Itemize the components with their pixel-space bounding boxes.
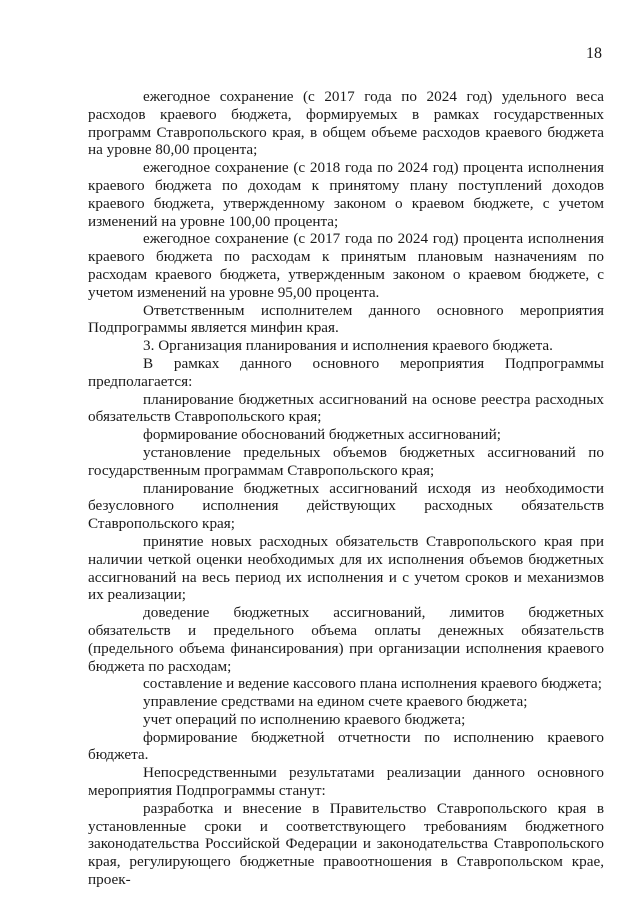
page-number: 18 <box>586 45 602 62</box>
section-heading: 3. Организация планирования и исполнения краевого бюджета. <box>143 337 553 355</box>
list-item: формирование обоснований бюджетных ассигнований; <box>143 426 501 444</box>
paragraph: разработка и внесение в Правительство Ставропольского края в установленные сроки и соответствующего требованиям бюджетного законодательства Российской Федерации и законодательства Ставропольского края, регулирующего бюджетные правоотношения в Ставропольском крае, проек- <box>88 799 604 889</box>
paragraph: В рамках данного основного мероприятия Подпрограммы предполагается: <box>88 354 604 390</box>
paragraph: Ответственным исполнителем данного основного мероприятия Подпрограммы является минфин края. <box>88 301 604 337</box>
paragraph: ежегодное сохранение (с 2018 года по 2024 год) процента исполнения краевого бюджета по доходам к принятому плану поступлений доходов краевого бюджета, утвержденному законом о краевом бюджете, с учетом изменений на уровне 100,00 процента; <box>88 159 604 230</box>
list-item: учет операций по исполнению краевого бюджета; <box>143 710 466 728</box>
document-body <box>88 88 604 889</box>
list-item: управление средствами на едином счете краевого бюджета; <box>143 693 528 711</box>
paragraph: ежегодное сохранение (с 2017 года по 2024 год) удельного веса расходов краевого бюджета, формируемых в рамках государственных программ Ставропольского края, в общем объеме расходов краевого бюджета на уровне 80,00 процента; <box>88 88 604 159</box>
list-item: составление и ведение кассового плана исполнения краевого бюджета; <box>143 675 602 693</box>
list-item: формирование бюджетной отчетности по исполнению краевого бюджета. <box>88 728 604 764</box>
list-item: принятие новых расходных обязательств Ставропольского края при наличии четкой оценки необходимых для их исполнения объемов бюджетных ассигнований на весь период их исполнения и с учетом сроков и механизмов их реализации; <box>88 532 604 604</box>
list-item: планирование бюджетных ассигнований на основе реестра расходных обязательств Ставропольского края; <box>88 390 604 426</box>
list-item: доведение бюджетных ассигнований, лимитов бюджетных обязательств и предельного объема оплаты денежных обязательств (предельного объема финансирования) при организации исполнения краевого бюджета по расходам; <box>88 604 604 675</box>
paragraph: ежегодное сохранение (с 2017 года по 2024 год) процента исполнения краевого бюджета по расходам к принятым плановым назначениям по расходам краевого бюджета, утвержденным законом о краевом бюджете, с учетом изменений на уровне 95,00 процента. <box>88 230 604 301</box>
list-item: установление предельных объемов бюджетных ассигнований по государственным программам Ставропольского края; <box>88 443 604 479</box>
paragraph: Непосредственными результатами реализации данного основного мероприятия Подпрограммы станут: <box>88 764 604 800</box>
list-item: планирование бюджетных ассигнований исходя из необходимости безусловного исполнения действующих расходных обязательств Ставропольского края; <box>88 479 604 533</box>
